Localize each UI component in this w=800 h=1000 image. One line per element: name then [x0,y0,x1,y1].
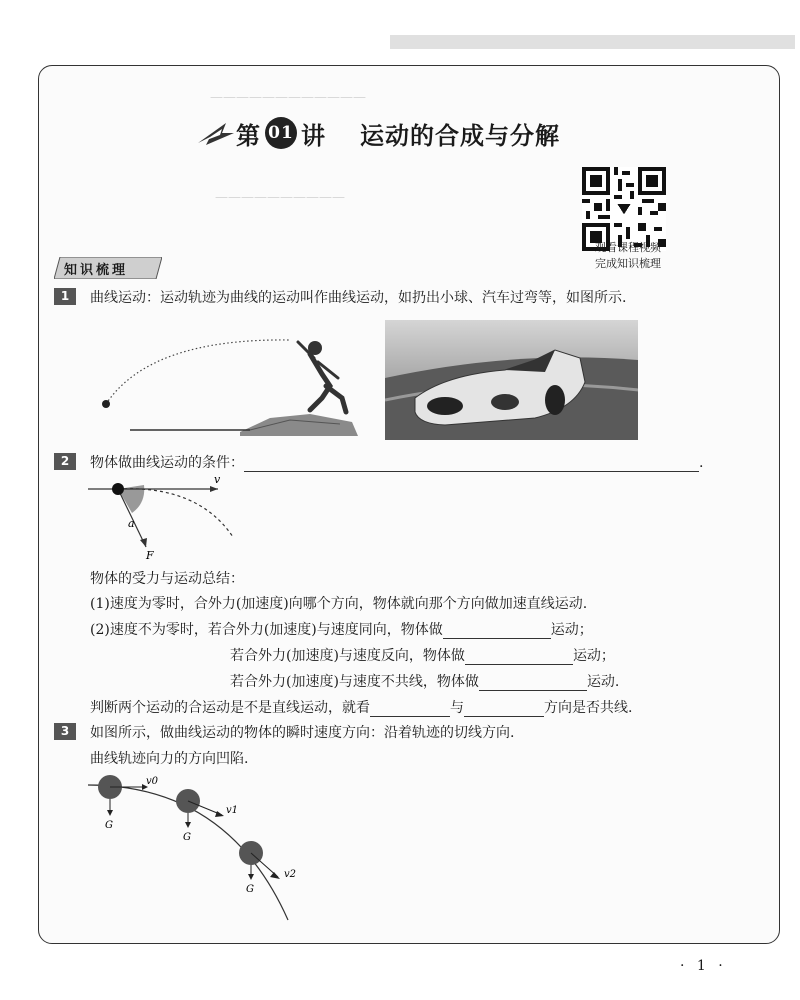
condition-end: . [699,455,704,471]
summary-heading: 物体的受力与运动总结： [90,571,244,587]
condition-label: 物体做曲线运动的条件： [90,455,244,471]
item2c-end: 运动. [586,674,620,690]
title-prefix: 第 [236,120,261,150]
tangent-direction-text: 如图所示，做曲线运动的物体的瞬时速度方向：沿着轨迹的切线方向. [90,725,515,741]
v1-label: v1 [226,805,239,816]
g-label: G [246,884,254,895]
condition-prompt [90,452,703,472]
summary-item-2b [230,645,615,665]
summary-item-2c [230,671,619,691]
qr-caption-line1: 观看课程视频 [595,241,661,254]
answer-blank[interactable] [465,650,573,665]
a-label: a [128,517,135,530]
v2-label: v2 [284,869,297,880]
answer-blank[interactable] [443,624,551,639]
ball-throw-illustration [90,328,362,440]
answer-blank[interactable] [479,676,587,691]
answer-blank[interactable] [464,702,544,717]
v-label: v [214,475,221,486]
item2a-text: (2)速度不为零时，若合外力(加速度)与速度同向，物体做 [90,622,443,638]
title-suffix: 讲 [301,120,326,150]
qr-caption [578,240,678,272]
f-label: F [146,549,154,562]
concave-direction-text: 曲线轨迹向力的方向凹陷. [90,751,249,767]
summary-item-2a [90,619,593,639]
judge-line [90,697,632,717]
summary-item-1: (1)速度为零时，合外力(加速度)向哪个方向，物体就向那个方向做加速直线运动. [90,596,588,612]
g-label: G [183,832,191,843]
item-number-1: 1 [54,288,76,305]
header-band [390,35,795,49]
racing-car-photo [385,320,638,440]
qr-caption-line2: 完成知识梳理 [595,257,661,270]
section-tag: 知识梳理 [64,263,129,278]
bleed-through: —————————— [215,190,345,205]
answer-blank[interactable] [370,702,450,717]
answer-blank[interactable] [244,457,699,472]
title-arrow-icon [196,119,236,147]
lecture-title [196,116,560,150]
trajectory-diagram [88,775,318,935]
force-velocity-diagram [88,475,248,565]
judge-text-a: 判断两个运动的合运动是不是直线运动，就看 [90,700,370,716]
judge-text-b: 与 [450,700,464,716]
qr-code-icon[interactable] [582,167,666,251]
g-label: G [105,820,113,831]
v0-label: v0 [146,776,159,787]
item2c-text: 若合外力(加速度)与速度不共线，物体做 [230,674,479,690]
judge-text-c: 方向是否共线. [544,700,633,716]
item2a-end: 运动； [550,622,593,638]
bleed-through: ———————————— [210,90,366,105]
item-number-2: 2 [54,453,76,470]
item-number-3: 3 [54,723,76,740]
curve-motion-definition: 曲线运动：运动轨迹为曲线的运动叫作曲线运动，如扔出小球、汽车过弯等，如图所示. [90,290,627,306]
lecture-number: 01 [265,117,297,149]
item2b-end: 运动； [572,648,615,664]
page-number: · 1 · [680,958,727,974]
lecture-topic: 运动的合成与分解 [360,120,560,150]
item2b-text: 若合外力(加速度)与速度反向，物体做 [230,648,465,664]
